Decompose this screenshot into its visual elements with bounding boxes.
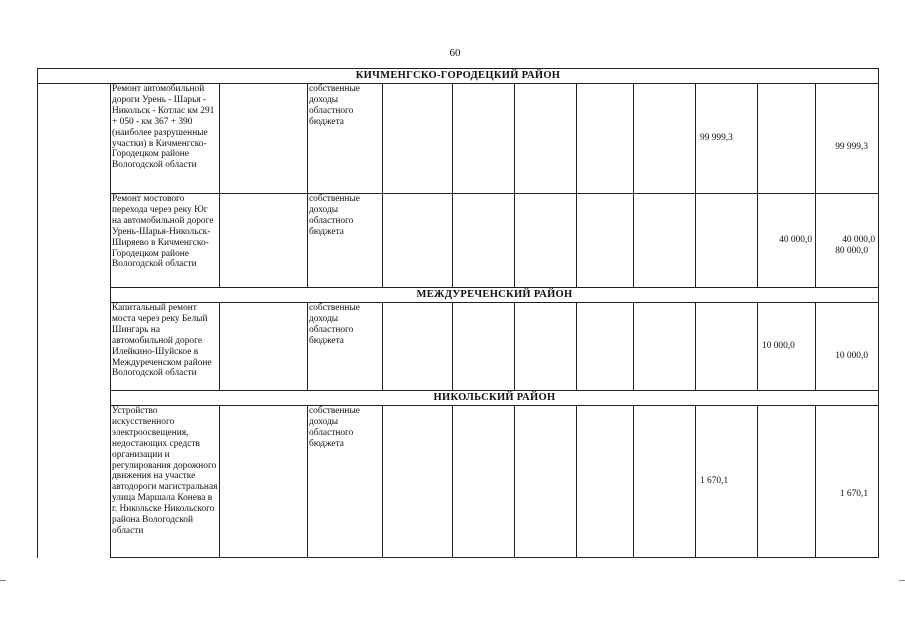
funding-source: собственные доходы областного бюджета (308, 84, 383, 194)
value-cell (453, 194, 515, 288)
value-cell (515, 194, 577, 288)
project-name: Устройство искусственного электроосвещения, недостающих средств организации и регулирования дорожного движения на участке автодороги магистральная улица Маршала Конева в г. Никольске Никольского района Вологодской области (111, 406, 220, 558)
value-cell (577, 194, 634, 288)
district-row (38, 288, 879, 303)
value-cell: 99 999,3 (696, 84, 758, 194)
value-cell (816, 303, 879, 391)
budget-table (37, 68, 879, 558)
value-cell: 40 000,0 (816, 194, 879, 288)
value-cell (383, 84, 453, 194)
value-cell (816, 406, 879, 558)
total-value: 99 999,3 (835, 142, 868, 152)
value-cell (696, 194, 758, 288)
edge-tick (0, 580, 6, 581)
value-cell (515, 406, 577, 558)
value-cell (634, 194, 696, 288)
funding-source: собственные доходы областного бюджета (308, 303, 383, 391)
value-cell (634, 303, 696, 391)
project-name: Ремонт автомобильной дороги Урень - Шарья - Никольск - Котлас км 291 + 050 - км 367 + 390 (наиболее разрушенные участки) в Кичменгско-Городецком районе Вологодской области (111, 84, 220, 194)
empty-cell (38, 303, 111, 391)
total-value: 1 670,1 (839, 489, 868, 499)
value-cell (634, 406, 696, 558)
value-cell (383, 406, 453, 558)
table-row (38, 194, 879, 288)
value-cell (383, 194, 453, 288)
empty-cell (220, 303, 308, 391)
value-cell (453, 406, 515, 558)
empty-cell (38, 288, 111, 303)
table-row (38, 84, 879, 194)
table-row (38, 406, 879, 558)
value-cell (634, 84, 696, 194)
funding-source: собственные доходы областного бюджета (308, 194, 383, 288)
value-cell (515, 84, 577, 194)
empty-cell (220, 84, 308, 194)
table-row (38, 303, 879, 391)
value-cell (816, 84, 879, 194)
value-cell (453, 303, 515, 391)
value-cell: 10 000,0 (758, 303, 816, 391)
funding-source: собственные доходы областного бюджета (308, 406, 383, 558)
empty-cell (38, 194, 111, 288)
district-title: МЕЖДУРЕЧЕНСКИЙ РАЙОН (111, 288, 879, 303)
value-cell (758, 84, 816, 194)
value-cell (696, 303, 758, 391)
value-cell: 1 670,1 (696, 406, 758, 558)
district-row (38, 69, 879, 84)
empty-cell (220, 406, 308, 558)
empty-cell (220, 194, 308, 288)
value-cell (577, 406, 634, 558)
district-title: НИКОЛЬСКИЙ РАЙОН (111, 391, 879, 406)
total-value: 80 000,0 (835, 246, 868, 256)
value-cell (577, 84, 634, 194)
value-cell (577, 303, 634, 391)
project-name: Капитальный ремонт моста через реку Белый Шингарь на автомобильной дороге Илейкино-Шуйское в Междуреченском районе Вологодской области (111, 303, 220, 391)
total-value: 10 000,0 (835, 351, 868, 361)
project-name: Ремонт мостового перехода через реку Юг на автомобильной дороге Урень-Шарья-Никольск-Ширяево в Кичменгско-Городецком районе Вологодской области (111, 194, 220, 288)
value-cell (515, 303, 577, 391)
empty-cell (38, 406, 111, 558)
district-row (38, 391, 879, 406)
page-number: 60 (449, 47, 461, 59)
empty-cell (38, 391, 111, 406)
value-cell: 40 000,0 (758, 194, 816, 288)
value-cell (453, 84, 515, 194)
value-cell (758, 406, 816, 558)
empty-cell (38, 84, 111, 194)
district-title: КИЧМЕНГСКО-ГОРОДЕЦКИЙ РАЙОН (38, 69, 879, 84)
edge-tick (899, 580, 905, 581)
value-cell (383, 303, 453, 391)
